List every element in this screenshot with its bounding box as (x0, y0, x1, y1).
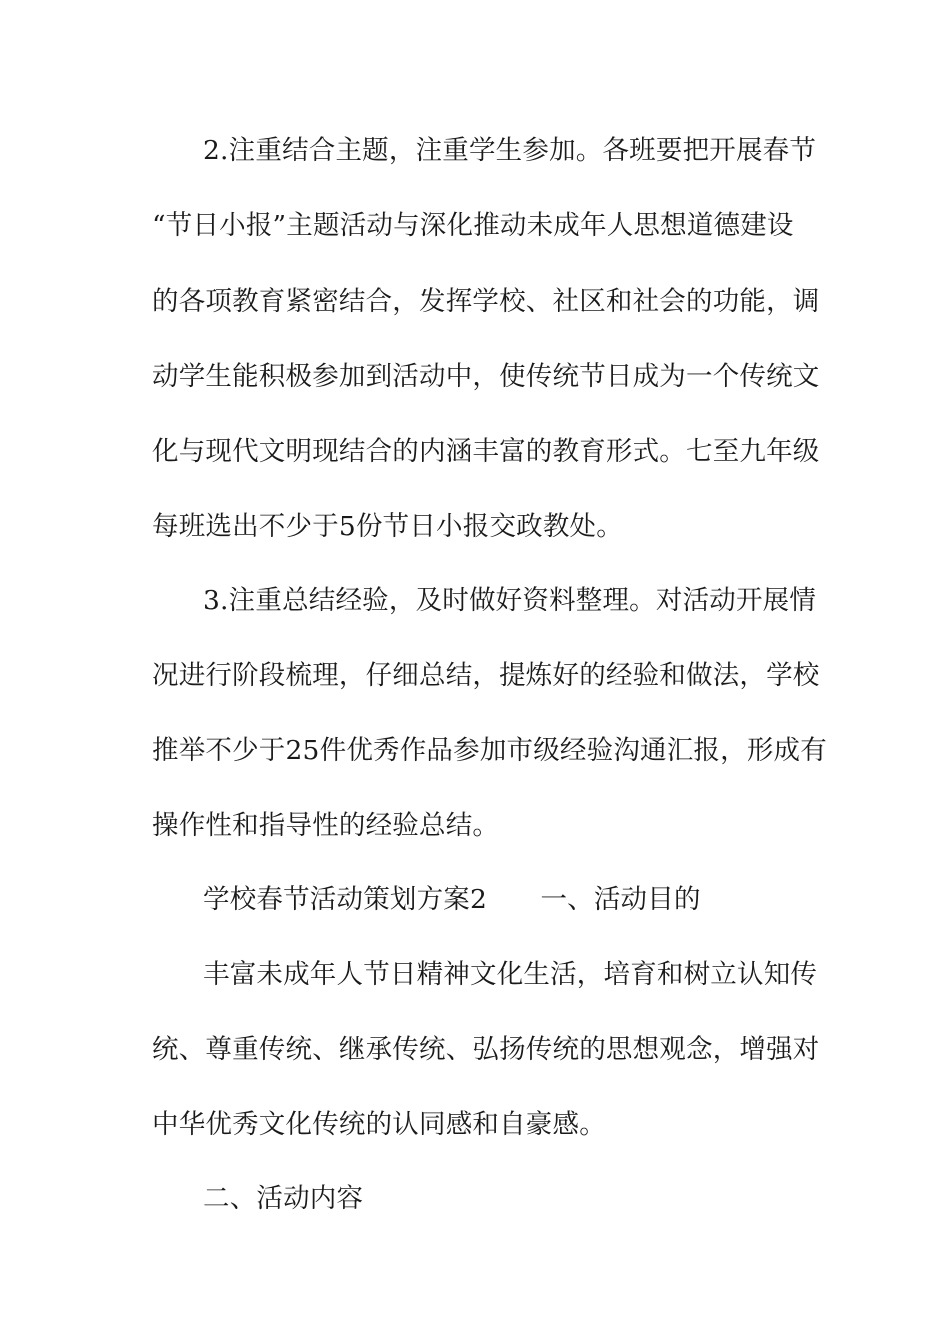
paragraph-line: 中华优秀文化传统的认同感和自豪感。 (152, 1109, 606, 1140)
paragraph-line: 推举不少于25件优秀作品参加市级经验沟通汇报，形成有 (152, 735, 827, 766)
paragraph-line: 丰富未成年人节日精神文化生活，培育和树立认知传 (203, 959, 818, 990)
paragraph-line: 3.注重总结经验，及时做好资料整理。对活动开展情 (203, 585, 817, 616)
paragraph-line: 况进行阶段梳理，仔细总结，提炼好的经验和做法，学校 (152, 660, 820, 691)
paragraph-line: 的各项教育紧密结合，发挥学校、社区和社会的功能，调 (152, 286, 820, 317)
section-heading: 学校春节活动策划方案2 一、活动目的 (203, 884, 701, 915)
section-heading: 二、活动内容 (203, 1183, 364, 1214)
paragraph-line: “节日小报”主题活动与深化推动未成年人思想道德建设 (152, 210, 794, 241)
paragraph-line: 动学生能积极参加到活动中，使传统节日成为一个传统文 (152, 361, 820, 392)
paragraph-line: 2.注重结合主题，注重学生参加。各班要把开展春节 (203, 135, 817, 166)
paragraph-line: 每班选出不少于5份节日小报交政教处。 (152, 511, 623, 542)
paragraph-line: 化与现代文明现结合的内涵丰富的教育形式。七至九年级 (152, 436, 820, 467)
paragraph-line: 操作性和指导性的经验总结。 (152, 810, 500, 841)
paragraph-line: 统、尊重传统、继承传统、弘扬传统的思想观念，增强对 (152, 1034, 820, 1065)
